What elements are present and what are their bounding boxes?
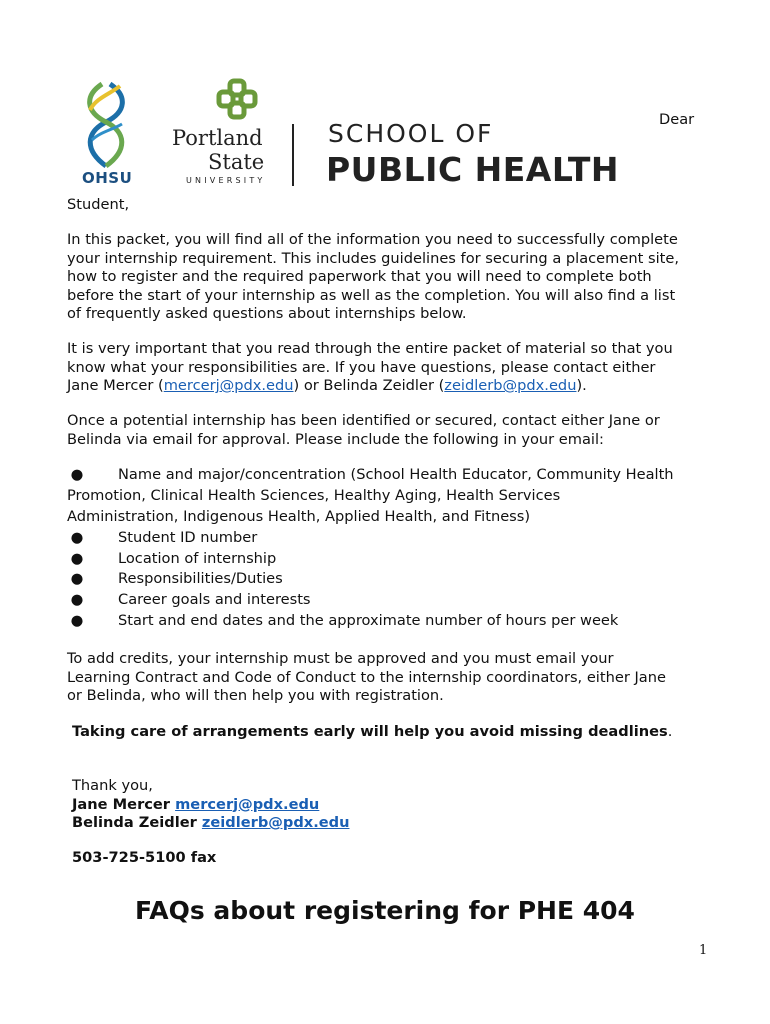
psu-name-line1: Portland xyxy=(172,126,263,150)
signoff xyxy=(72,777,349,833)
deadline-note-period: . xyxy=(667,723,673,740)
school-title-line2: PUBLIC HEALTH xyxy=(326,150,620,189)
psu-logo xyxy=(170,78,270,188)
intro-line: before the start of your internship as well as the completion. You will also find a list xyxy=(67,286,676,304)
signoff-name-belinda: Belinda Zeidler xyxy=(72,814,202,831)
signoff-belinda xyxy=(72,814,349,833)
signoff-name-jane: Jane Mercer xyxy=(72,795,176,813)
bullet-icon: ● xyxy=(70,570,84,587)
ohsu-logo xyxy=(76,80,136,188)
psu-university-label: UNIVERSITY xyxy=(186,176,266,185)
bullet-icon: ● xyxy=(70,550,84,567)
ohsu-label: OHSU xyxy=(82,169,133,187)
fax-number: 503-725-5100 fax xyxy=(72,849,217,866)
credits-line: Learning Contract and Code of Conduct to the internship coordinators, either Jane xyxy=(67,668,666,686)
approval-line: Belinda via email for approval. Please include the following in your email: xyxy=(67,430,604,448)
intro-line: your internship requirement. This includes guidelines for securing a placement site, xyxy=(67,249,679,267)
approval-paragraph xyxy=(67,412,707,449)
contact-text: Jane Mercer ( xyxy=(67,377,164,394)
greeting-dear: Dear xyxy=(659,111,695,128)
bullet-icon: ● xyxy=(70,591,84,608)
school-title-line1: SCHOOL OF xyxy=(328,119,494,148)
psu-name-line2: State xyxy=(208,150,265,174)
approval-line: Once a potential internship has been identified or secured, contact either Jane or xyxy=(67,412,660,429)
psu-knot-icon xyxy=(216,78,260,122)
responsibility-line: It is very important that you read through the entire packet of material so that you xyxy=(67,340,673,357)
responsibility-paragraph xyxy=(67,340,707,396)
contact-text: ). xyxy=(576,377,587,394)
email-link-jane-signoff[interactable]: mercerj@pdx.edu xyxy=(175,795,320,813)
intro-line: how to register and the required paperwork that you will need to complete both xyxy=(67,268,652,285)
bullet-item xyxy=(67,529,707,550)
ohsu-helix-icon xyxy=(76,80,136,170)
credits-paragraph xyxy=(67,650,707,706)
bullet-item xyxy=(67,550,707,571)
salutation: Student, xyxy=(67,196,130,213)
signoff-jane xyxy=(72,796,349,815)
bullet-text: Responsibilities/Duties xyxy=(118,570,283,587)
credits-line: or Belinda, who will then help you with registration. xyxy=(67,687,444,704)
intro-line: of frequently asked questions about internships below. xyxy=(67,305,467,322)
email-link-belinda[interactable]: zeidlerb@pdx.edu xyxy=(444,377,577,394)
bullet-item xyxy=(67,612,707,633)
bullet-continuation: Administration, Indigenous Health, Applied Health, and Fitness) xyxy=(67,508,531,525)
bullet-item xyxy=(67,570,707,591)
bullet-icon: ● xyxy=(70,612,84,629)
bullet-text: Student ID number xyxy=(118,529,258,546)
page-number: 1 xyxy=(699,943,708,958)
email-link-belinda-signoff[interactable]: zeidlerb@pdx.edu xyxy=(201,814,350,831)
bullet-text: Career goals and interests xyxy=(118,591,311,608)
intro-paragraph xyxy=(67,231,707,324)
contact-line xyxy=(67,377,707,396)
responsibility-line: know what your responsibilities are. If you have questions, please contact either xyxy=(67,358,656,376)
faq-heading: FAQs about registering for PHE 404 xyxy=(135,896,635,925)
contact-text: ) or Belinda Zeidler ( xyxy=(293,377,445,394)
bullet-text: Location of internship xyxy=(118,550,277,567)
credits-line: To add credits, your internship must be approved and you must email your xyxy=(67,650,614,667)
intro-line: In this packet, you will find all of the information you need to successfully complete xyxy=(67,231,678,248)
header-divider xyxy=(292,124,294,186)
bullet-continuation: Promotion, Clinical Health Sciences, Healthy Aging, Health Services xyxy=(67,487,561,504)
bullet-text: Name and major/concentration (School Health Educator, Community Health xyxy=(118,466,674,483)
deadline-note-text: Taking care of arrangements early will help you avoid missing deadlines xyxy=(72,723,668,740)
email-link-jane[interactable]: mercerj@pdx.edu xyxy=(163,377,294,394)
deadline-note xyxy=(72,723,672,742)
signoff-thanks: Thank you, xyxy=(72,777,153,794)
bullet-icon: ● xyxy=(70,466,84,483)
bullet-text: Start and end dates and the approximate number of hours per week xyxy=(118,612,619,629)
bullet-item-major xyxy=(67,466,707,487)
bullet-item xyxy=(67,591,707,612)
bullet-icon: ● xyxy=(70,529,84,546)
